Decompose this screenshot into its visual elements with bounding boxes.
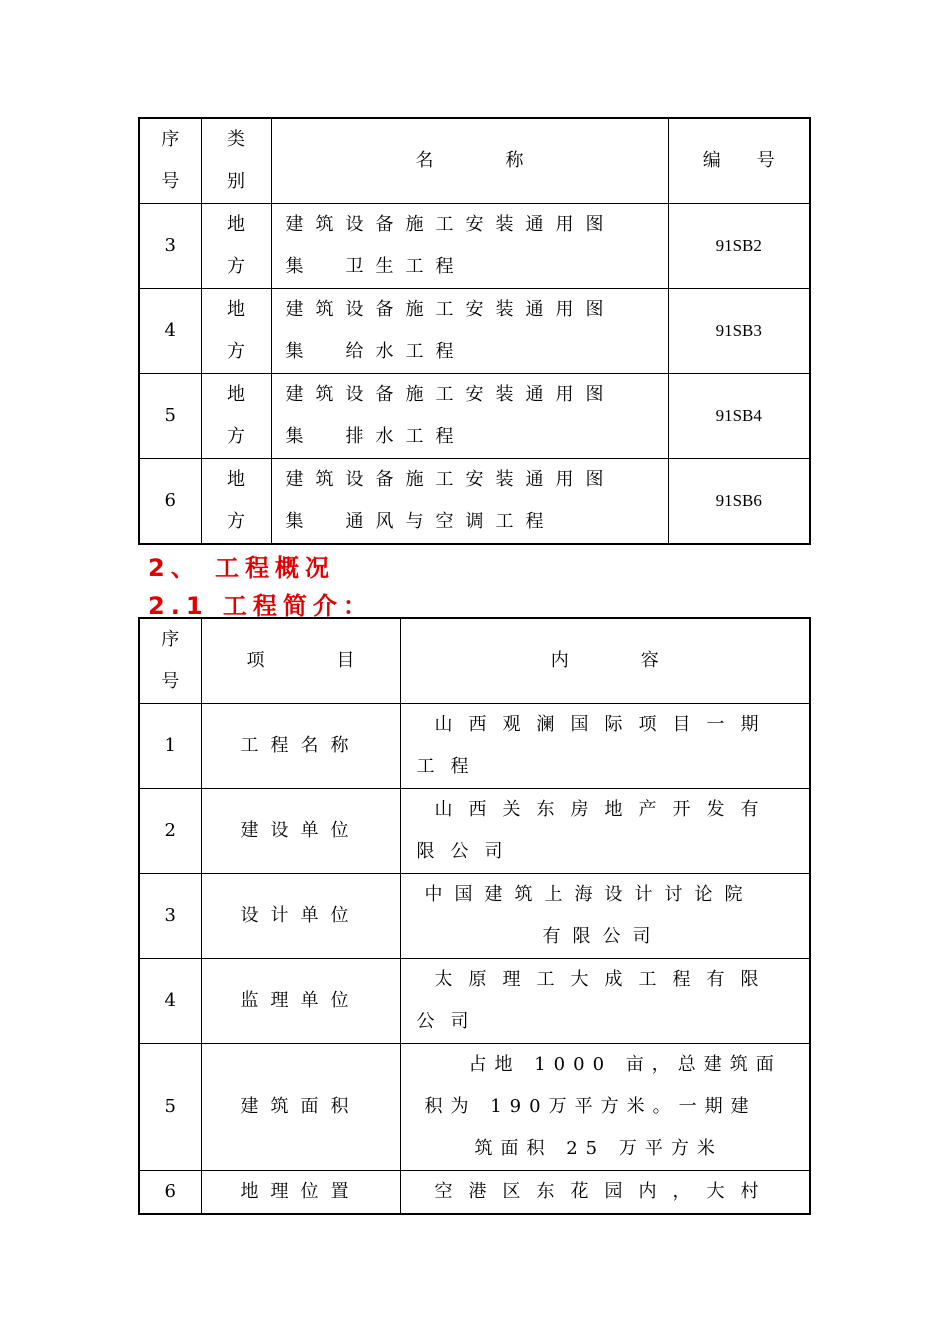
row-content: 太原理工大成工程有限 公司 — [400, 959, 810, 1044]
table-row — [139, 704, 810, 789]
table-row — [139, 789, 810, 874]
table-row — [139, 374, 810, 459]
row-category: 地 方 — [201, 459, 271, 545]
standards-table — [138, 117, 811, 545]
row-seq: 5 — [139, 1044, 201, 1171]
row-seq: 1 — [139, 704, 201, 789]
row-item: 建筑面积 — [201, 1044, 400, 1171]
row-content: 占地 1000 亩，总建筑面 积为 190万平方米。一期建 筑面积 25 万平方米 — [400, 1044, 810, 1171]
row-seq: 4 — [139, 289, 201, 374]
header-category: 类 别 — [201, 118, 271, 204]
row-code: 91SB4 — [668, 374, 810, 459]
row-category: 地 方 — [201, 204, 271, 289]
row-category: 地 方 — [201, 289, 271, 374]
row-seq: 3 — [139, 204, 201, 289]
row-item: 地理位置 — [201, 1171, 400, 1215]
row-content: 山西关东房地产开发有 限公司 — [400, 789, 810, 874]
row-seq: 6 — [139, 1171, 201, 1215]
row-seq: 6 — [139, 459, 201, 545]
row-category: 地 方 — [201, 374, 271, 459]
section-heading: 2、 工程概况 — [148, 554, 336, 582]
row-content: 空港区东花园内，大村 — [400, 1171, 810, 1215]
subsection-heading: 2.1 工程简介： — [148, 592, 373, 620]
table-row — [139, 459, 810, 545]
table-row — [139, 289, 810, 374]
row-content: 中国建筑上海设计讨论院 有限公司 — [400, 874, 810, 959]
row-seq: 3 — [139, 874, 201, 959]
row-seq: 5 — [139, 374, 201, 459]
row-code: 91SB6 — [668, 459, 810, 545]
row-name: 建筑设备施工安装通用图 集 给水工程 — [271, 289, 668, 374]
table-header-row — [139, 118, 810, 204]
row-content: 山西观澜国际项目一期 工程 — [400, 704, 810, 789]
table-row — [139, 874, 810, 959]
row-code: 91SB2 — [668, 204, 810, 289]
row-name: 建筑设备施工安装通用图 集 通风与空调工程 — [271, 459, 668, 545]
header-name: 名 称 — [271, 118, 668, 204]
header-seq: 序 号 — [139, 618, 201, 704]
header-seq: 序 号 — [139, 118, 201, 204]
header-item: 项 目 — [201, 618, 400, 704]
row-seq: 2 — [139, 789, 201, 874]
row-name: 建筑设备施工安装通用图 集 卫生工程 — [271, 204, 668, 289]
table-row — [139, 959, 810, 1044]
row-code: 91SB3 — [668, 289, 810, 374]
header-code: 编 号 — [668, 118, 810, 204]
row-item: 建设单位 — [201, 789, 400, 874]
table-row — [139, 204, 810, 289]
header-content: 内 容 — [400, 618, 810, 704]
row-item: 工程名称 — [201, 704, 400, 789]
table-header-row — [139, 618, 810, 704]
row-seq: 4 — [139, 959, 201, 1044]
row-item: 监理单位 — [201, 959, 400, 1044]
row-item: 设计单位 — [201, 874, 400, 959]
table-row — [139, 1171, 810, 1215]
project-overview-table — [138, 617, 811, 1215]
table-row — [139, 1044, 810, 1171]
row-name: 建筑设备施工安装通用图 集 排水工程 — [271, 374, 668, 459]
